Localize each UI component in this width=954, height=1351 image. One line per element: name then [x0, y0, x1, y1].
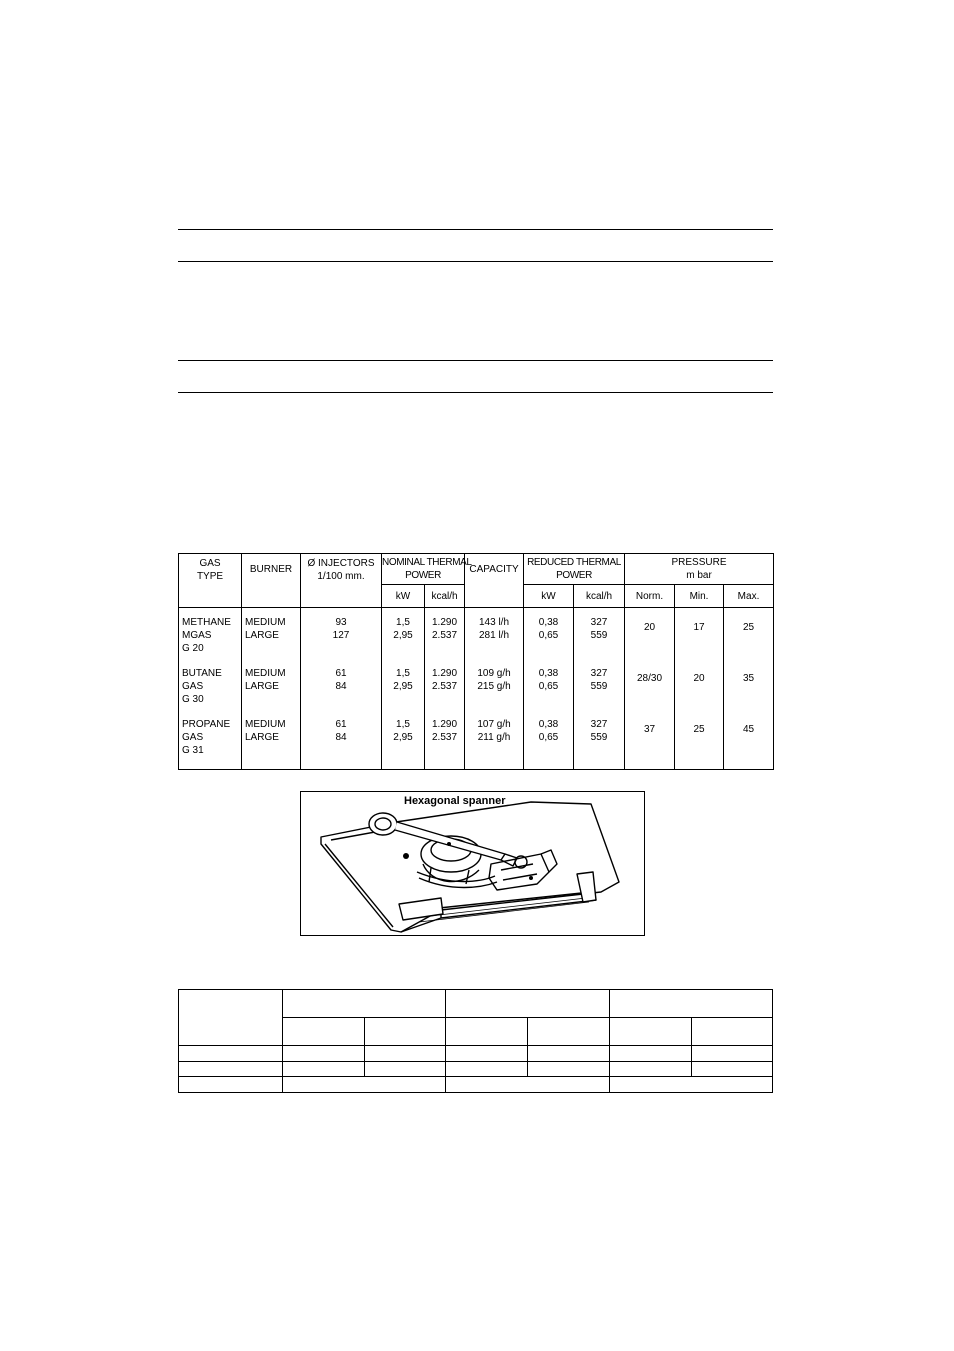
table-row: PROPANE GAS G 31	[182, 719, 231, 756]
table-cell	[527, 1017, 610, 1046]
header-min: Min.	[675, 585, 724, 608]
reduced-kw-column: 0,38 0,65 0,38 0,65 0,38 0,65	[524, 608, 574, 770]
figure-caption: Hexagonal spanner	[404, 795, 506, 807]
header-max: Max.	[724, 585, 774, 608]
table-cell	[445, 1061, 528, 1077]
top-rule-3	[178, 360, 773, 361]
table-cell	[445, 1045, 528, 1062]
header-pressure: PRESSURE m bar	[625, 554, 774, 585]
table-cell	[609, 1076, 773, 1093]
top-rule-2	[178, 261, 773, 262]
hexagonal-spanner-figure	[300, 791, 645, 936]
table-cell	[445, 1017, 528, 1046]
table-cell	[527, 1045, 610, 1062]
header-burner: BURNER	[242, 554, 301, 608]
table-cell	[691, 1061, 773, 1077]
header-nominal-kcal: kcal/h	[425, 585, 465, 608]
table-cell	[282, 1061, 365, 1077]
table-cell	[364, 1061, 446, 1077]
table-cell	[527, 1061, 610, 1077]
table-cell	[364, 1045, 446, 1062]
table-cell	[282, 1045, 365, 1062]
table-cell	[445, 989, 610, 1018]
table-cell	[445, 1076, 610, 1093]
reduced-kcal-column: 327 559 327 559 327 559	[574, 608, 625, 770]
header-reduced-thermal-power: REDUCED THERMAL POWER	[524, 554, 625, 585]
header-nominal-kw: kW	[382, 585, 425, 608]
table-row: METHANE MGAS G 20	[182, 617, 231, 654]
table-cell	[609, 1017, 692, 1046]
table-cell	[178, 1045, 283, 1062]
header-injectors: Ø INJECTORS 1/100 mm.	[301, 554, 382, 608]
empty-grid-table	[178, 989, 773, 1093]
table-row: BUTANE GAS G 30	[182, 668, 222, 705]
pressure-norm-column: 20 28/30 37	[625, 608, 675, 770]
table-cell	[178, 1076, 283, 1093]
header-norm: Norm.	[625, 585, 675, 608]
top-rule-4	[178, 392, 773, 393]
table-cell	[364, 1017, 446, 1046]
table-cell	[178, 1061, 283, 1077]
burner-column: MEDIUM LARGE MEDIUM LARGE MEDIUM LARGE	[242, 608, 301, 770]
burner-plate-illustration	[301, 792, 646, 937]
table-cell	[178, 989, 283, 1046]
table-cell	[691, 1045, 773, 1062]
nominal-kw-column: 1,5 2,95 1,5 2,95 1,5 2,95	[382, 608, 425, 770]
header-nominal-thermal-power: NOMINAL THERMAL POWER	[382, 554, 465, 585]
table-cell	[609, 1045, 692, 1062]
nominal-kcal-column: 1.290 2.537 1.290 2.537 1.290 2.537	[425, 608, 465, 770]
gas-specification-table	[178, 553, 774, 770]
injectors-column: 93 127 61 84 61 84	[301, 608, 382, 770]
header-capacity: CAPACITY	[465, 554, 524, 608]
table-cell	[609, 1061, 692, 1077]
pressure-min-column: 17 20 25	[675, 608, 724, 770]
table-cell	[282, 1017, 365, 1046]
header-reduced-kcal: kcal/h	[574, 585, 625, 608]
table-cell	[691, 1017, 773, 1046]
table-cell	[282, 1076, 446, 1093]
gas-type-column	[179, 608, 242, 770]
pressure-max-column: 25 35 45	[724, 608, 774, 770]
header-gas-type: GAS TYPE	[179, 554, 242, 608]
table-cell	[282, 989, 446, 1018]
table-cell	[609, 989, 773, 1018]
top-rule-1	[178, 229, 773, 230]
capacity-column: 143 l/h 281 l/h 109 g/h 215 g/h 107 g/h 211 g/h	[465, 608, 524, 770]
header-reduced-kw: kW	[524, 585, 574, 608]
